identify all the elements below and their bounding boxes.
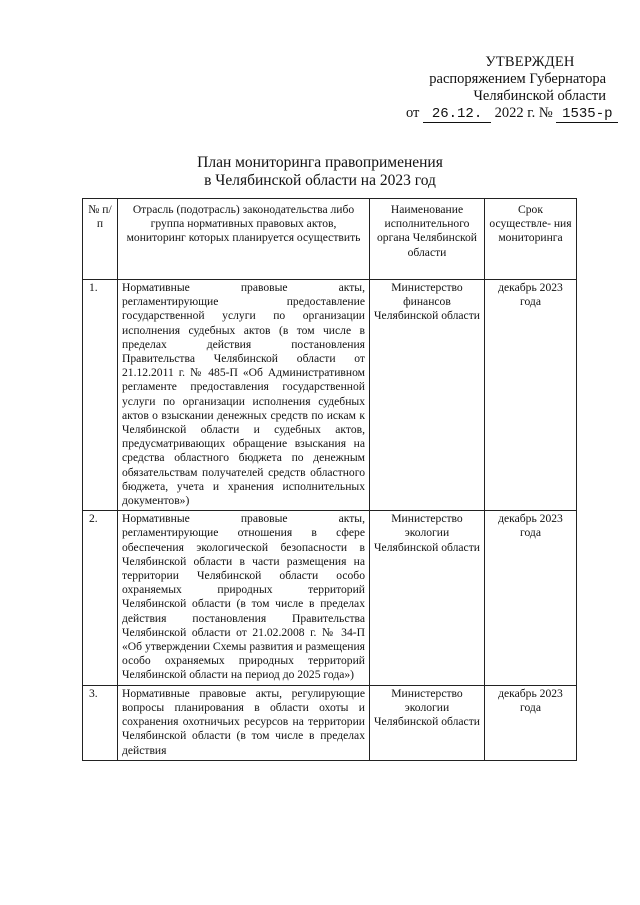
table-row (83, 511, 577, 685)
approval-date-line (400, 105, 620, 123)
row-term: декабрь 2023 года (485, 511, 577, 685)
row-term: декабрь 2023 года (485, 280, 577, 511)
order-number: 1535-р (556, 107, 618, 123)
header-legislation: Отрасль (подотрасль) законодательства либо группа нормативных правовых актов, мониторинг которых планируется осуществить (118, 199, 370, 280)
approval-title: УТВЕРЖДЕН (485, 54, 575, 70)
table-header-row (83, 199, 577, 280)
row-term: декабрь 2023 года (485, 685, 577, 760)
year-text: 2022 г. № (494, 105, 553, 121)
row-authority: Министерство экологии Челябинской области (370, 511, 485, 685)
document-title-line-1: План мониторинга правоприменения (197, 154, 443, 171)
document-title-line-2: в Челябинской области на 2023 год (204, 172, 436, 189)
row-number: 1. (83, 280, 118, 511)
approval-line-2: Челябинской области (473, 88, 606, 104)
approval-line-1: распоряжением Губернатора (429, 71, 606, 87)
approval-block (400, 54, 620, 123)
document-title (0, 154, 640, 190)
row-authority: Министерство экологии Челябинской области (370, 685, 485, 760)
row-number: 2. (83, 511, 118, 685)
table-row (83, 280, 577, 511)
row-legislation: Нормативные правовые акты, регулирующие вопросы планирования в области охоты и сохранения охотничьих ресурсов на территории Челябинской области (в том числе в пределах действия (118, 685, 370, 760)
table-row (83, 685, 577, 760)
date-prefix: от (406, 105, 420, 121)
row-legislation: Нормативные правовые акты, регламентирующие отношения в сфере обеспечения экологической безопасности в Челябинской области в части размещения на территории Челябинской области особо охраняемых природных территорий Челябинской области (в том числе в пределах действия постановления Правительства Челябинской области от 21.02.2008 г. № 34-П «Об утверждении Схемы развития и размещения особо охраняемых природных территорий Челябинской области на период до 2025 года») (118, 511, 370, 685)
row-legislation: Нормативные правовые акты, регламентирующие предоставление государственной услуги по организации исполнения судебных актов (в том числе в пределах действия постановления Правительства Челябинской области от 21.12.2011 г. № 485-П «Об Административном регламенте предоставления государственной услуги по организации исполнения судебных актов о взыскании денежных средств по искам к Челябинской области и судебных актов, предусматривающих обращение взыскания на средства областного бюджета по денежным обязательствам получателей средств областного бюджета, учета и хранения исполнительных документов») (118, 280, 370, 511)
row-number: 3. (83, 685, 118, 760)
header-number: № п/п (83, 199, 118, 280)
date-value: 26.12. (423, 107, 491, 123)
header-authority: Наименование исполнительного органа Челябинской области (370, 199, 485, 280)
monitoring-plan-table (82, 198, 577, 761)
header-term: Срок осуществле- ния мониторинга (485, 199, 577, 280)
row-authority: Министерство финансов Челябинской области (370, 280, 485, 511)
